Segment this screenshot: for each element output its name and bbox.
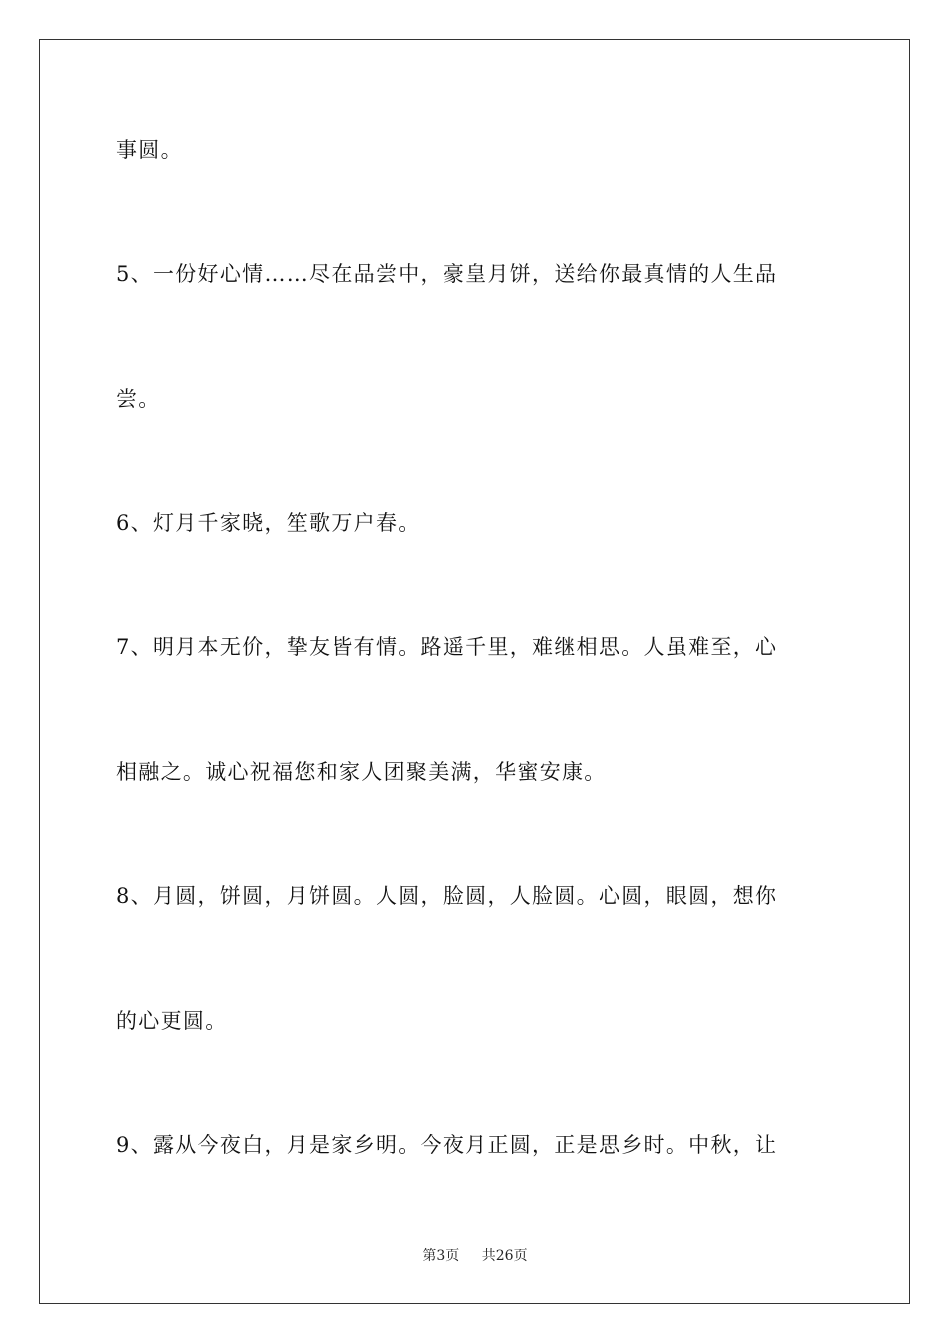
body-text-line: 的心更圆。 xyxy=(116,1009,228,1033)
body-text-line: 7、明月本无价，挚友皆有情。路遥千里，难继相思。人虽难至，心 xyxy=(116,635,778,659)
page-footer xyxy=(0,1246,950,1266)
body-text-line: 5、一份好心情……尽在品尝中，豪皇月饼，送给你最真情的人生品 xyxy=(116,262,778,286)
body-text-line: 相融之。诚心祝福您和家人团聚美满，华蜜安康。 xyxy=(116,760,607,784)
body-text-line: 尝。 xyxy=(116,387,161,411)
page-border xyxy=(39,39,910,1304)
body-text-line: 9、露从今夜白，月是家乡明。今夜月正圆，正是思乡时。中秋，让 xyxy=(116,1133,778,1157)
body-text-line: 8、月圆，饼圆，月饼圆。人圆，脸圆，人脸圆。心圆，眼圆，想你 xyxy=(116,884,778,908)
total-pages: 共26页 xyxy=(481,1248,528,1264)
body-text-line: 6、灯月千家晓，笙歌万户春。 xyxy=(116,511,421,535)
body-text-line: 事圆。 xyxy=(116,138,183,162)
page-number: 第3页 xyxy=(422,1248,460,1264)
